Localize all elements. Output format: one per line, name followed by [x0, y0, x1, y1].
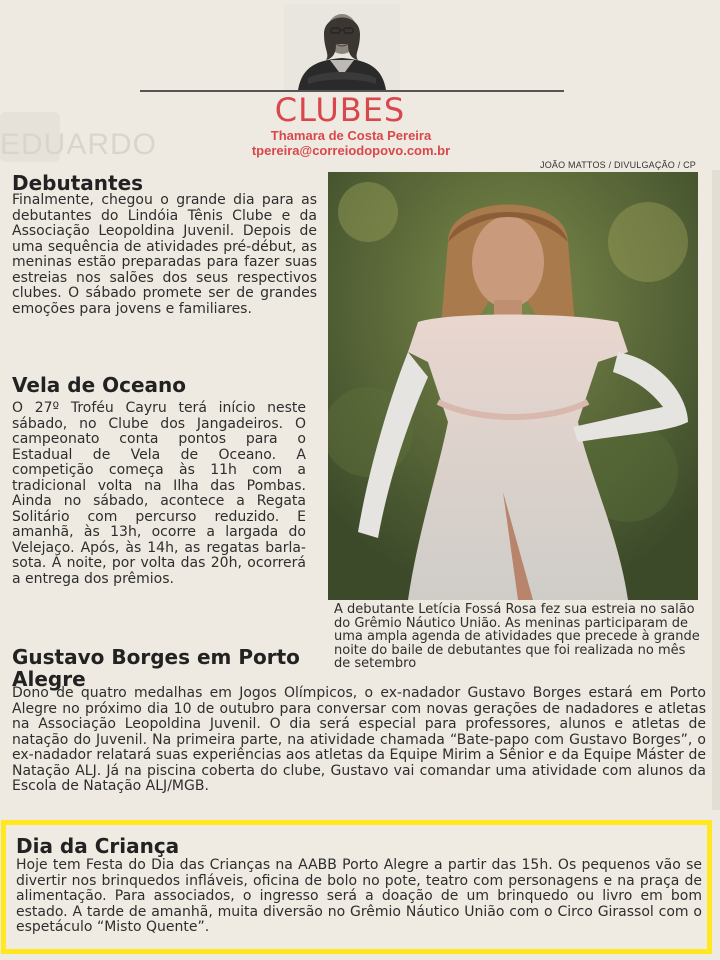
bleed-through-text: EDUARDO — [0, 128, 158, 161]
columnist-name: Thamara de Costa Pereira — [270, 128, 432, 143]
page-edge-shadow — [712, 170, 720, 810]
article-body-dia-da-crianca: Hoje tem Festa do Dia das Crianças na AABB Porto Alegre a partir das 15h. Os pequenos vão se divertir nos brinquedos infláveis, oficina de bolo no pote, teatro com personagens e na praça de alimentação. Para associados, o ingresso será a doação de um brinquedo ou livro em bom estado. A tarde de amanhã, muita diversão no Grêmio Náutico União com o Circo Girassol com o espetáculo “Misto Quente”. — [16, 857, 702, 935]
column-header — [0, 0, 720, 170]
headline-gustavo-borges: Gustavo Borges em Porto Alegre — [12, 645, 300, 691]
headline-vela-de-oceano: Vela de Oceano — [12, 373, 187, 397]
article-body-debutantes: Finalmente, chegou o grande dia para as debutantes do Lindóia Tênis Clube e da Associação Leopoldina Juvenil. Depois de uma sequência de atividades pré-début, as meninas estão preparadas para fazer suas estreias nos salões dos seus respectivos clubes. O sábado promete ser de grandes emoções para jovens e familiares. — [12, 192, 317, 317]
highlight-box-dia-da-crianca — [1, 820, 712, 954]
article-body-gustavo-borges: Dono de quatro medalhas em Jogos Olímpicos, o ex-nadador Gustavo Borges estará em Porto Alegre no próximo dia 10 de outubro para conversar com novas gerações de nadadores e atletas na Associação Leopoldina Juvenil. O dia será especial para professores, alunos e atletas de natação do Juvenil. Na primeira parte, na atividade chamada “Bate-papo com Gustavo Borges”, o ex-nadador relatará suas experiências aos atletas da Equipe Mirim a Sênior e da Equipe Máster de Natação ALJ. Já na piscina coberta do clube, Gustavo vai comandar uma atividade com alunos da Escola de Natação ALJ/MGB. — [12, 685, 706, 794]
photo-credit: JOÃO MATTOS / DIVULGAÇÃO / CP — [540, 160, 696, 170]
article-body-vela-de-oceano: O 27º Troféu Cayru terá início neste sábado, no Clube dos Jangadeiros. O campeonato conta pontos para o Estadual de Vela de Oceano. A competição começa às 11h com a tradicional volta na Ilha das Pombas. Ainda no sábado, acontece a Regata Solitário com percurso reduzido. E amanhã, às 13h, ocorre a largada do Velejaço. Após, às 14h, as regatas barla-sota. À noite, por volta das 20h, ocorrerá a entrega dos prêmios. — [12, 400, 306, 587]
headline-dia-da-crianca: Dia da Criança — [16, 834, 180, 858]
columnist-portrait-illustration — [284, 4, 400, 90]
headline-debutantes: Debutantes — [12, 171, 144, 195]
columnist-photo — [284, 4, 400, 90]
debutante-photo-illustration — [328, 172, 698, 600]
debutante-photo — [328, 172, 698, 600]
photo-caption: A debutante Letícia Fossá Rosa fez sua estreia no salão do Grêmio Náutico União. As meninas participaram de uma ampla agenda de atividades que precede à grande noite do baile de debutantes que foi realizada no mês de setembro — [334, 602, 700, 671]
columnist-email[interactable]: tpereira@correiodopovo.com.br — [251, 143, 451, 158]
section-title: CLUBES — [274, 91, 406, 129]
